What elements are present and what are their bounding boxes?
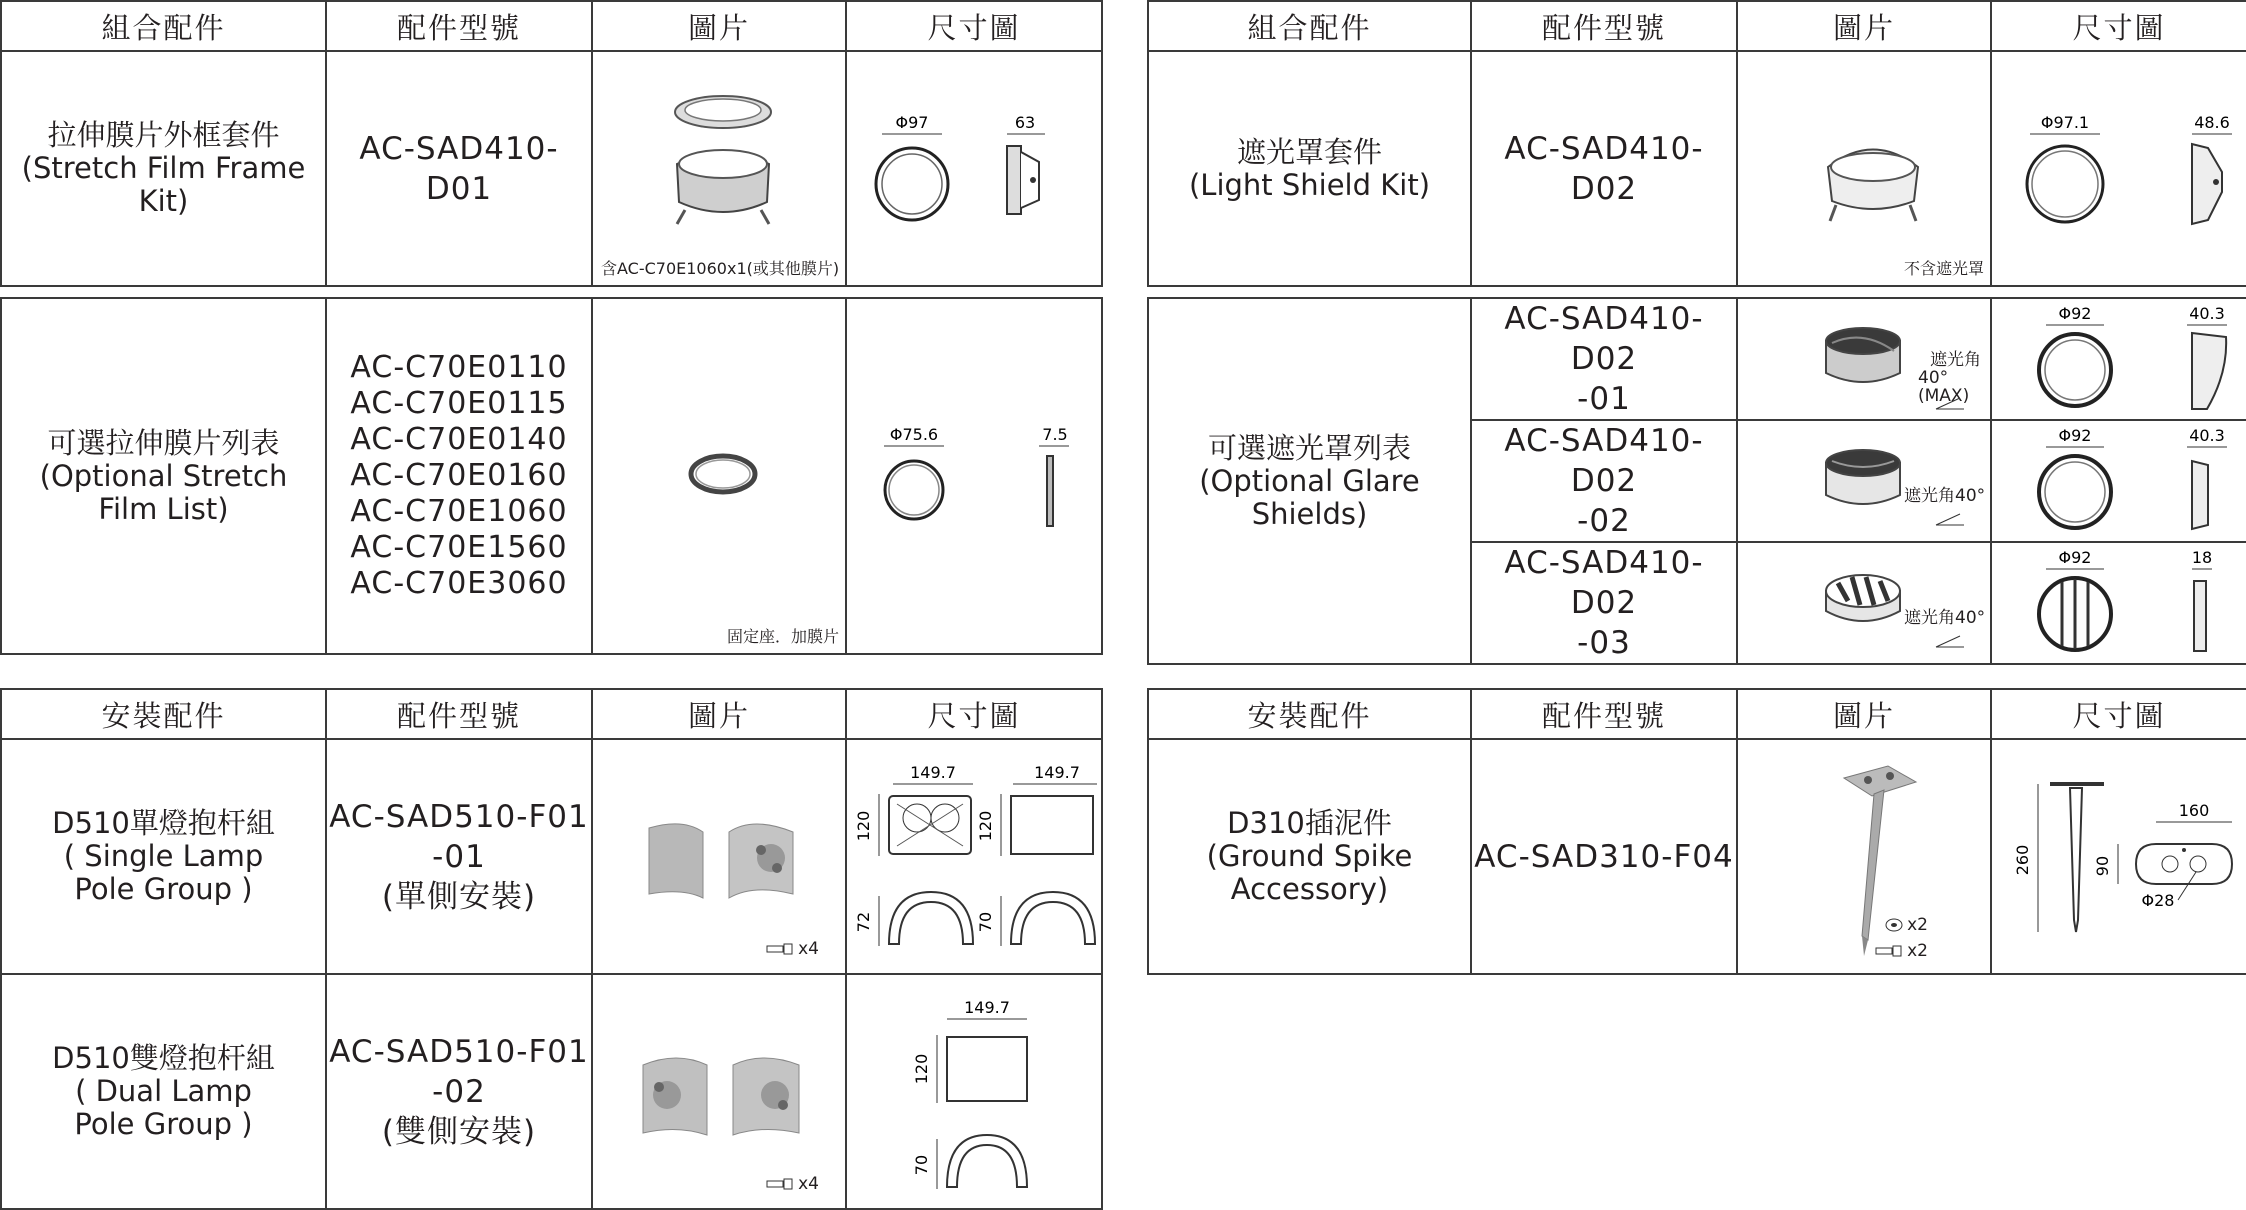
- glare-shield-03-dimensions: [2032, 547, 2242, 657]
- header-model: 配件型號: [326, 689, 592, 739]
- dim-diameter: Φ92: [2058, 548, 2092, 567]
- dimension-cell: [1991, 542, 2246, 664]
- glare-shield-03-image: [1818, 565, 1908, 635]
- image-cell: [1737, 542, 1991, 664]
- shield-angle-label: 遮光角40°: [1904, 486, 1986, 506]
- name-zh: 遮光罩套件: [1236, 134, 1382, 169]
- list-item: AC-C70E3060: [350, 566, 568, 601]
- screw-icon: [766, 1178, 794, 1190]
- screw-icon: [1875, 945, 1903, 957]
- dim-diameter: Φ75.6: [889, 425, 939, 444]
- model-number: AC-SAD410-D01: [326, 51, 592, 286]
- header-image: 圖片: [1737, 689, 1991, 739]
- accessory-name: [1, 51, 326, 286]
- nut-icon: [1885, 918, 1903, 932]
- header-dims: 尺寸圖: [1991, 1, 2246, 51]
- name-en: (Light Shield Kit): [1188, 167, 1431, 202]
- light-shield-dimensions: [2022, 112, 2242, 242]
- name-zh: 可選拉伸膜片列表: [47, 425, 280, 460]
- list-item: AC-C70E0160: [350, 458, 568, 493]
- model-line2: -02: [432, 1073, 486, 1110]
- image-cell: [592, 51, 846, 286]
- dim-radius: 70: [976, 911, 995, 933]
- image-cell: [1737, 420, 1991, 542]
- dim-diameter: Φ92: [2058, 304, 2092, 323]
- list-item: AC-C70E0140: [350, 422, 568, 457]
- accessory-name: [1148, 739, 1471, 974]
- dim-width: 160: [2178, 801, 2210, 820]
- dim-diameter: Φ97: [895, 113, 929, 132]
- dim-depth: 40.3: [2189, 426, 2225, 445]
- dim-depth: 18: [2191, 548, 2213, 567]
- dimension-cell: [846, 51, 1102, 286]
- frame-kit-image: [663, 92, 783, 232]
- header-combo: 組合配件: [1148, 1, 1471, 51]
- model-number: [326, 739, 592, 974]
- header-model: 配件型號: [326, 1, 592, 51]
- header-combo: 組合配件: [1, 1, 326, 51]
- angle-icon: [1934, 633, 1966, 649]
- name-zh: D310插泥件: [1227, 806, 1392, 840]
- dim-width: 149.7: [1034, 764, 1080, 782]
- image-cell: [592, 974, 846, 1209]
- single-pole-clamp-dimensions: [853, 764, 1099, 964]
- name-en-line1: (Ground Spike: [1206, 839, 1413, 873]
- image-cell: [1737, 51, 1991, 286]
- dim-thickness: 7.5: [1042, 425, 1068, 444]
- model-number: AC-SAD410-D02: [1471, 51, 1737, 286]
- name-en-line1: ( Dual Lamp: [75, 1074, 252, 1108]
- model-line2: -01: [432, 838, 486, 875]
- dim-radius: 70: [912, 1154, 931, 1176]
- angle-label-line1: 遮光角: [1930, 350, 1981, 370]
- accessory-name: [1148, 51, 1471, 286]
- accessory-name: [1, 739, 326, 974]
- model-number: AC-SAD310-F04: [1471, 739, 1737, 974]
- dim-height: 120: [912, 1053, 931, 1085]
- header-model: 配件型號: [1471, 1, 1737, 51]
- dim-diameter: Φ92: [2058, 426, 2092, 445]
- quantity-label: x4: [798, 1174, 819, 1194]
- name-en-line2: Pole Group ): [74, 872, 253, 906]
- header-dims: 尺寸圖: [846, 689, 1102, 739]
- dimension-cell: [1991, 51, 2246, 286]
- model-line1: AC-SAD410-D02: [1504, 423, 1704, 499]
- accessory-name: [1, 298, 326, 654]
- quantity-label: x2: [1907, 941, 1928, 961]
- film-dimensions: [867, 424, 1087, 534]
- model-line3: (單側安裝): [381, 878, 537, 915]
- image-note: 固定座．加膜片: [726, 627, 839, 646]
- table-glare-shields: [1147, 297, 2246, 665]
- quantity-label: x2: [1907, 915, 1928, 935]
- ground-spike-dimensions: [2006, 780, 2242, 940]
- table-install-left: [0, 688, 1103, 1210]
- dim-width: 149.7: [910, 764, 956, 782]
- name-en-line1: ( Single Lamp: [63, 839, 264, 873]
- model-line1: AC-SAD510-F01: [329, 798, 589, 835]
- dim-height: 260: [2013, 844, 2032, 876]
- light-shield-image: [1818, 137, 1928, 227]
- table-combo-left: [0, 0, 1103, 287]
- accessory-name: [1148, 298, 1471, 664]
- film-model-list: [326, 298, 592, 654]
- glare-shield-02-dimensions: [2032, 425, 2242, 535]
- glare-shield-01-dimensions: [2032, 303, 2242, 413]
- model-number: [1471, 420, 1737, 542]
- glare-shield-01-image: [1818, 321, 1908, 391]
- header-install: 安裝配件: [1, 689, 326, 739]
- nut-quantity: [1885, 915, 1928, 935]
- name-en-line2: Shields): [1251, 496, 1368, 531]
- model-line2: -03: [1577, 625, 1631, 661]
- header-image: 圖片: [592, 689, 846, 739]
- header-image: 圖片: [1737, 1, 1991, 51]
- image-cell: [592, 298, 846, 654]
- dual-pole-clamp-image: [637, 1051, 807, 1147]
- dimension-cell: [846, 739, 1102, 974]
- dim-diameter: Φ97.1: [2040, 113, 2090, 132]
- screw-quantity: [766, 1174, 819, 1194]
- screw-icon: [766, 943, 794, 955]
- screw-quantity: [766, 939, 819, 959]
- model-line2: -01: [1577, 381, 1631, 417]
- name-en-line2: Film List): [98, 491, 229, 526]
- table-combo-right: [1147, 0, 2246, 287]
- dim-depth: 63: [1014, 113, 1036, 132]
- frame-kit-dimensions: [857, 112, 1093, 252]
- model-line1: AC-SAD410-D02: [1504, 545, 1704, 621]
- dimension-cell: [1991, 739, 2246, 974]
- dim-height: 120: [854, 810, 873, 842]
- film-ring-image: [683, 449, 763, 499]
- shield-angle-label: 遮光角40°: [1904, 608, 1986, 628]
- name-en-line1: (Optional Glare: [1199, 463, 1420, 498]
- model-line2: -02: [1577, 503, 1631, 539]
- name-en: (Stretch Film Frame Kit): [21, 151, 306, 218]
- screw-quantity: [1875, 941, 1928, 961]
- dual-pole-clamp-dimensions: [907, 999, 1057, 1199]
- header-install: 安裝配件: [1148, 689, 1471, 739]
- dim-depth: 48.6: [2194, 113, 2230, 132]
- name-en-line1: (Optional Stretch: [39, 458, 288, 493]
- list-item: AC-C70E1060: [350, 494, 568, 529]
- single-pole-clamp-image: [643, 818, 803, 908]
- model-line1: AC-SAD510-F01: [329, 1033, 589, 1070]
- angle-icon: [1934, 511, 1966, 527]
- name-zh: 可選遮光罩列表: [1207, 430, 1411, 465]
- quantity-label: x4: [798, 939, 819, 959]
- list-item: AC-C70E0115: [350, 386, 568, 421]
- image-cell: [592, 739, 846, 974]
- dim-height-plate: 90: [2093, 855, 2112, 877]
- dim-hole-diameter: Φ28: [2141, 891, 2175, 910]
- name-zh: D510單燈抱杆組: [52, 806, 275, 840]
- image-note: 含AC-C70E1060x1(或其他膜片): [601, 259, 840, 278]
- dimension-cell: [846, 298, 1102, 654]
- image-cell: [1737, 298, 1991, 420]
- header-dims: 尺寸圖: [1991, 689, 2246, 739]
- model-line1: AC-SAD410-D02: [1504, 301, 1704, 377]
- angle-label-line2: 40°(MAX): [1918, 368, 1970, 406]
- name-zh: 拉伸膜片外框套件: [47, 118, 280, 152]
- name-en-line2: Pole Group ): [74, 1107, 253, 1141]
- dimension-cell: [1991, 298, 2246, 420]
- accessory-name: [1, 974, 326, 1209]
- model-number: [1471, 542, 1737, 664]
- image-note: 不含遮光罩: [1903, 259, 1984, 278]
- image-cell: [1737, 739, 1991, 974]
- model-number: [326, 974, 592, 1209]
- model-number: [1471, 298, 1737, 420]
- header-dims: 尺寸圖: [846, 1, 1102, 51]
- dim-depth: 40.3: [2189, 304, 2225, 323]
- header-model: 配件型號: [1471, 689, 1737, 739]
- model-line3: (雙側安裝): [381, 1113, 537, 1150]
- name-zh: D510雙燈抱杆組: [52, 1041, 275, 1075]
- dimension-cell: [1991, 420, 2246, 542]
- angle-icon: [1934, 395, 1966, 411]
- table-install-right: [1147, 688, 2246, 975]
- dimension-cell: [846, 974, 1102, 1209]
- table-film-list: [0, 297, 1103, 655]
- header-image: 圖片: [592, 1, 846, 51]
- glare-shield-02-image: [1818, 443, 1908, 513]
- dim-height: 120: [976, 810, 995, 842]
- list-item: AC-C70E1560: [350, 530, 568, 565]
- name-en-line2: Accessory): [1230, 872, 1389, 906]
- dim-radius: 72: [854, 911, 873, 933]
- dim-width: 149.7: [964, 999, 1010, 1017]
- list-item: AC-C70E0110: [350, 350, 568, 385]
